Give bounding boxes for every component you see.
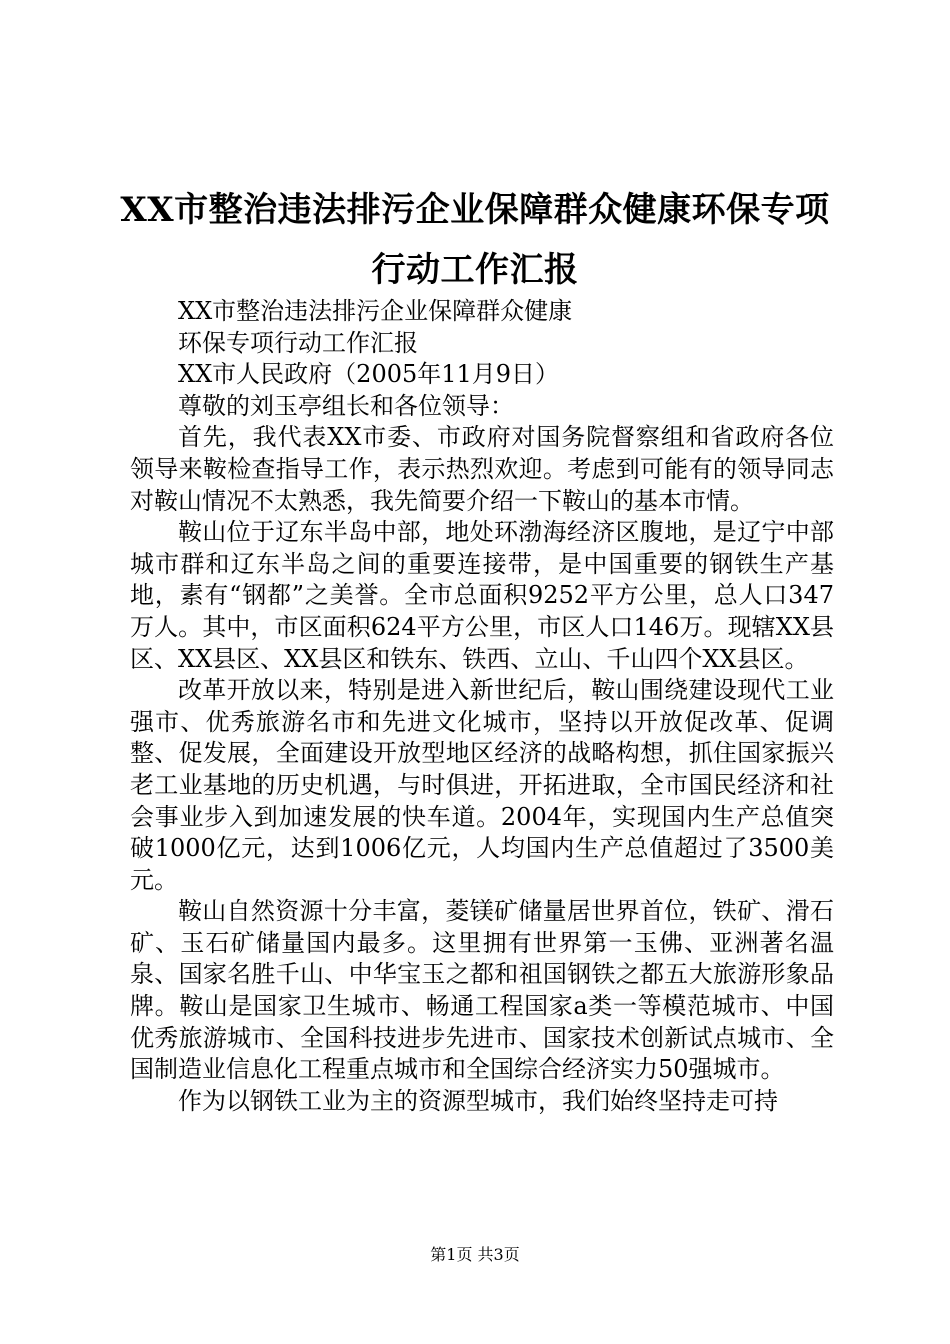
header-line: 环保专项行动工作汇报: [178, 328, 418, 357]
header-line: XX市整治违法排污企业保障群众健康: [178, 297, 573, 325]
document-title: XX市整治违法排污企业保障群众健康环保专项行动工作汇报: [120, 190, 830, 290]
paragraph: 改革开放以来，特别是进入新世纪后，鞍山围绕建设现代工业强市、优秀旅游名市和先进文化城市，坚持以开放促改革、促调整、促发展，全面建设开放型地区经济的战略构想，抓住国家振兴老工业基地的历史机遇，与时俱进，开拓进取，全市国民经济和社会事业步入到加速发展的快车道。2004年，实现国内生产总值突破1000亿元，达到1006亿元，人均国内生产总值超过了3500美元。: [130, 676, 834, 894]
salutation: 尊敬的刘玉亭组长和各位领导：: [178, 391, 514, 420]
paragraph: 鞍山位于辽东半岛中部，地处环渤海经济区腹地，是辽宁中部城市群和辽东半岛之间的重要连接带，是中国重要的钢铁生产基地，素有“钢都”之美誉。全市总面积9252平方公里，总人口347万人。其中，市区面积624平方公里，市区人口146万。现辖XX县区、XX县区、XX县区和铁东、铁西、立山、千山四个XX县区。: [130, 518, 834, 673]
header-line: XX市人民政府（2005年11月9日）: [178, 360, 560, 389]
document-body: [130, 296, 834, 1117]
paragraph: 作为以钢铁工业为主的资源型城市，我们始终坚持走可持: [178, 1086, 778, 1115]
page-footer: 第1页 共3页: [430, 1245, 520, 1264]
paragraph: 首先，我代表XX市委、市政府对国务院督察组和省政府各位领导来鞍检查指导工作，表示热烈欢迎。考虑到可能有的领导同志对鞍山情况不太熟悉，我先简要介绍一下鞍山的基本市情。: [130, 423, 834, 515]
paragraph: 鞍山自然资源十分丰富，菱镁矿储量居世界首位，铁矿、滑石矿、玉石矿储量国内最多。这里拥有世界第一玉佛、亚洲著名温泉、国家名胜千山、中华宝玉之都和祖国钢铁之都五大旅游形象品牌。鞍山是国家卫生城市、畅通工程国家a类一等模范城市、中国优秀旅游城市、全国科技进步先进市、国家技术创新试点城市、全国制造业信息化工程重点城市和全国综合经济实力50强城市。: [130, 897, 834, 1084]
